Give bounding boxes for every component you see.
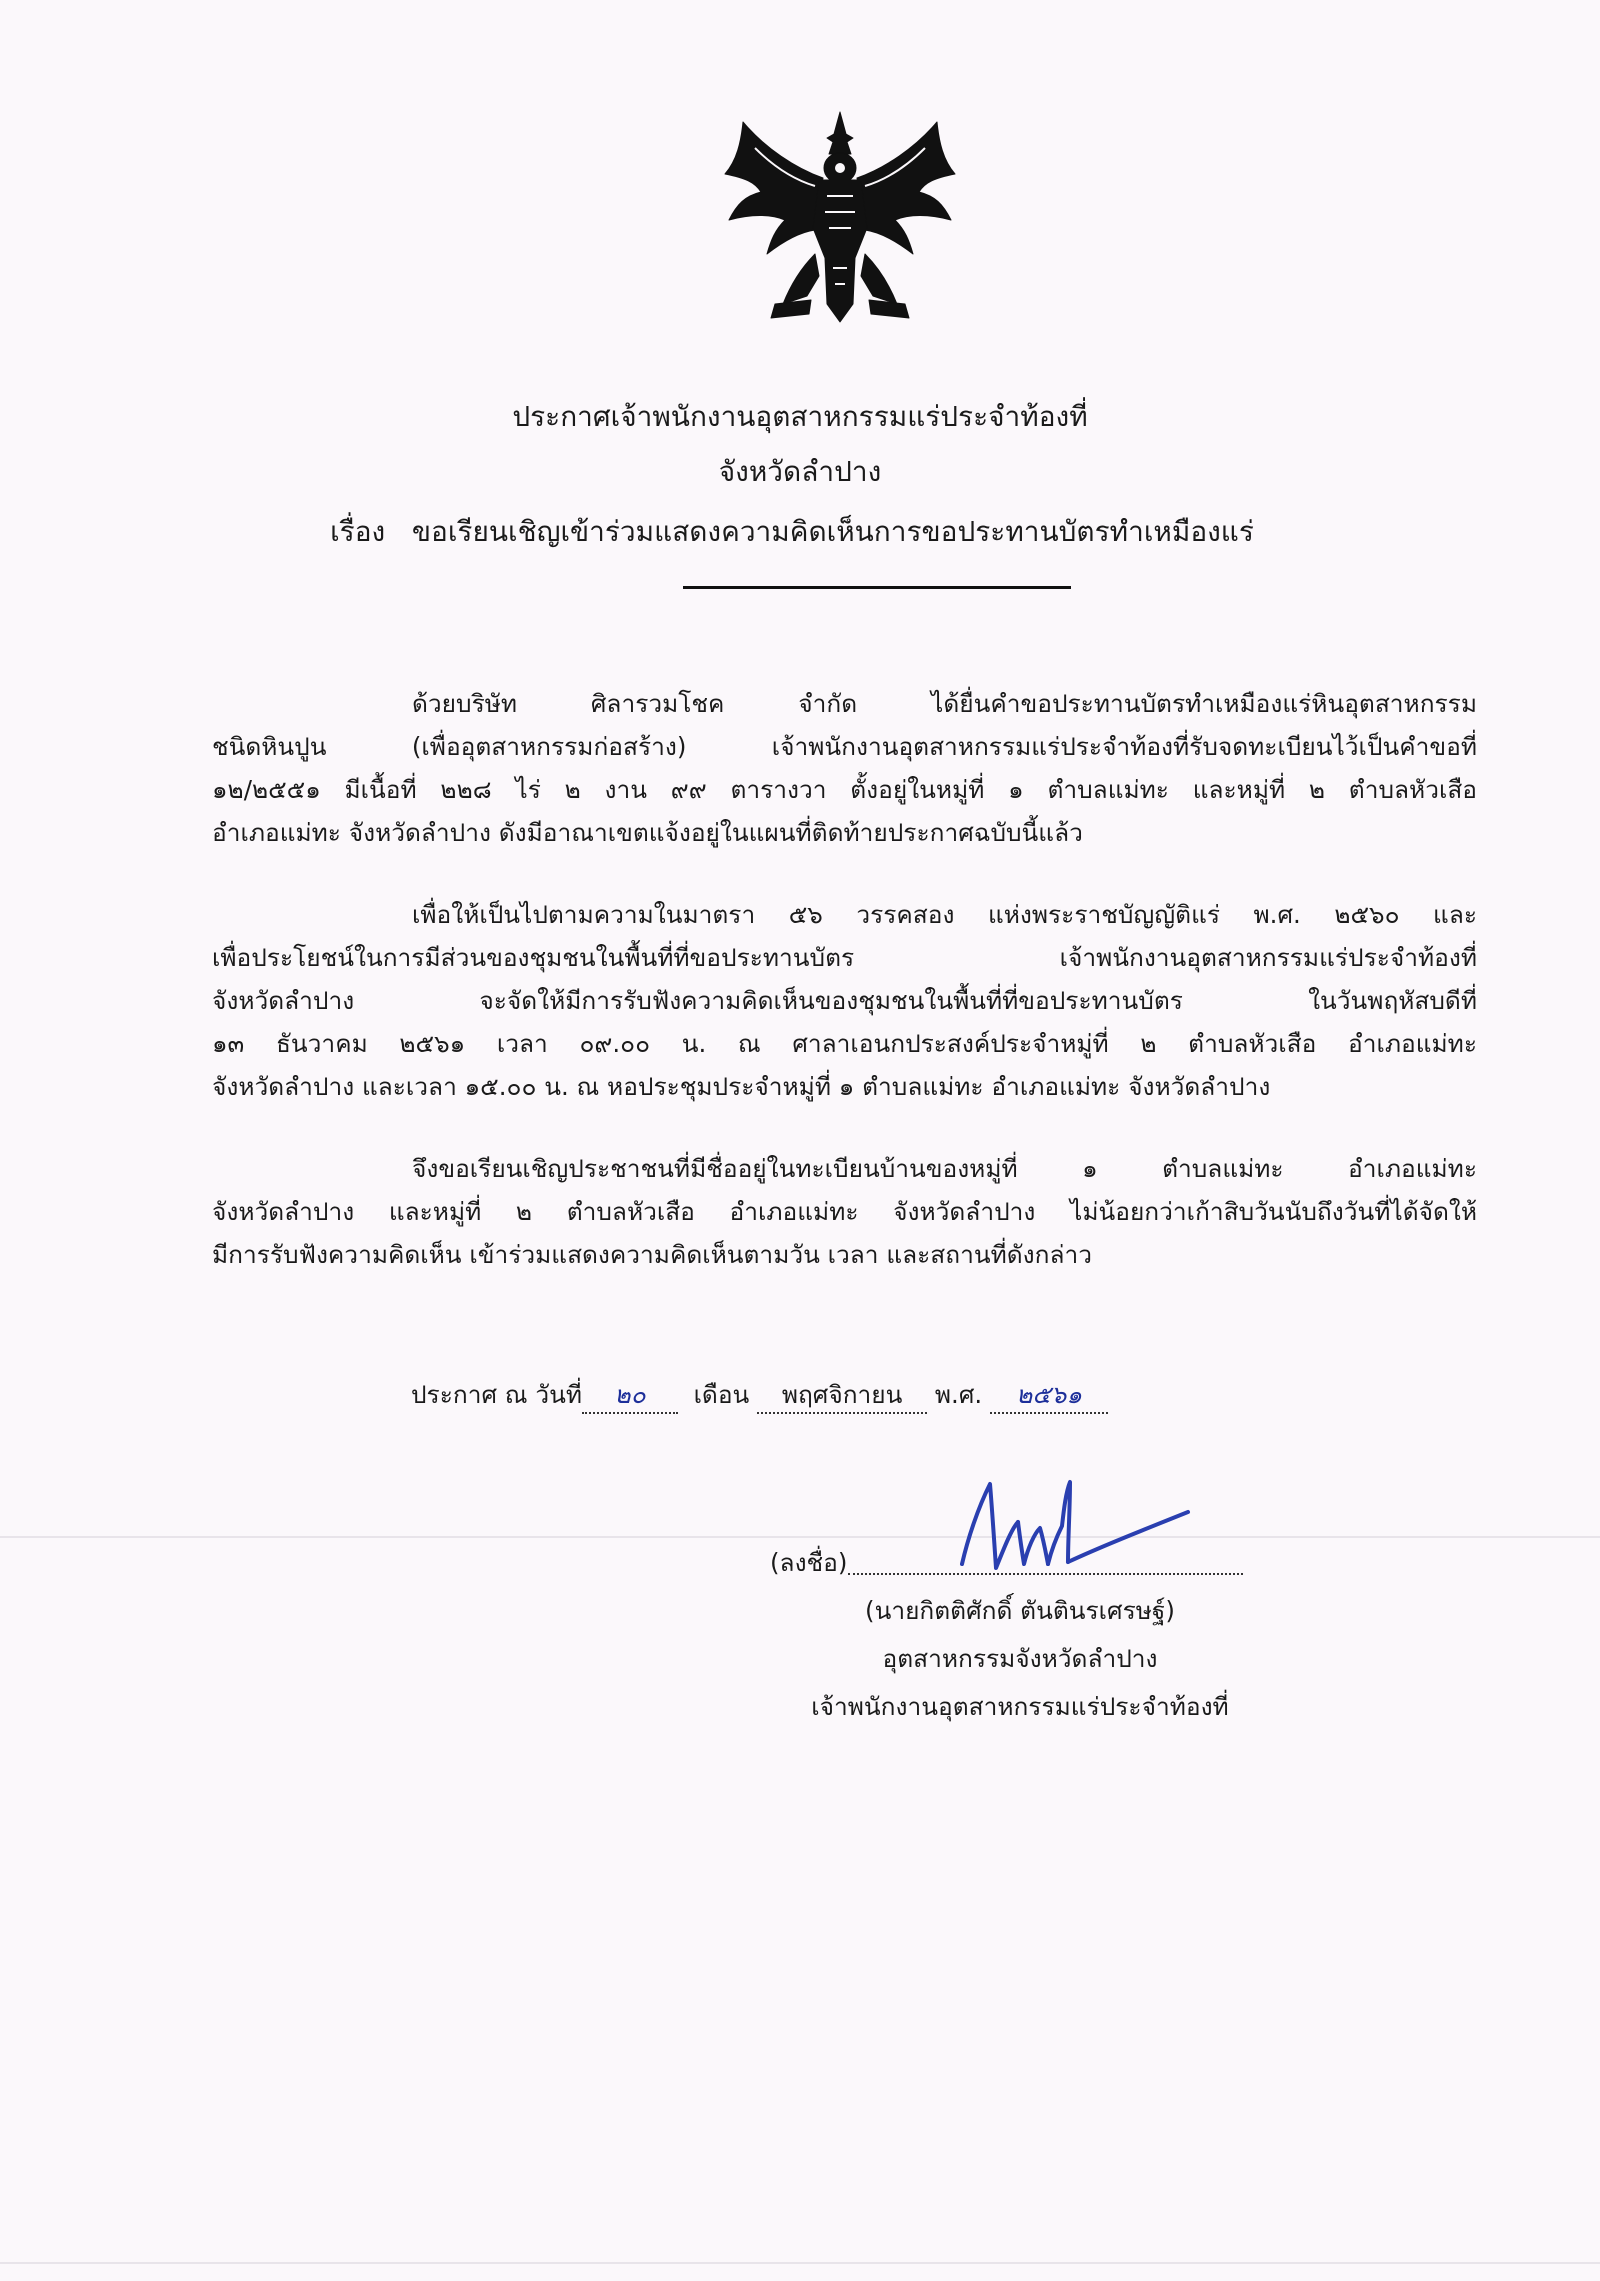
paper-fold-line	[0, 1536, 1600, 1538]
paragraph-line: อำเภอแม่ทะ จังหวัดลำปาง ดังมีอาณาเขตแจ้งอยู่ในแผนที่ติดท้ายประกาศฉบับนี้แล้ว	[212, 818, 1083, 847]
paragraph-line: ชนิดหินปูน (เพื่ออุตสาหกรรมก่อสร้าง) เจ้าพนักงานอุตสาหกรรมแร่ประจำท้องที่รับจดทะเบียนไว้เป็นคำขอที่	[212, 732, 1477, 761]
sign-label: (ลงชื่อ)	[770, 1548, 848, 1577]
paragraph-3	[212, 1147, 1477, 1276]
date-month: พฤศจิกายน	[757, 1378, 927, 1414]
subject-text: ขอเรียนเชิญเข้าร่วมแสดงความคิดเห็นการขอประทานบัตรทำเหมืองแร่	[411, 515, 1254, 548]
paragraph-line: มีการรับฟังความคิดเห็น เข้าร่วมแสดงความคิดเห็นตามวัน เวลา และสถานที่ดังกล่าว	[212, 1240, 1092, 1269]
date-year: ๒๕๖๑	[990, 1378, 1108, 1414]
handwritten-signature	[948, 1468, 1198, 1578]
paragraph-1	[212, 682, 1477, 854]
paper-fold-line	[0, 2262, 1600, 2264]
signatory-position: อุตสาหกรรมจังหวัดลำปาง	[882, 1644, 1158, 1673]
subject-line	[0, 512, 1592, 552]
paragraph-2	[212, 893, 1477, 1108]
announcement-title: ประกาศเจ้าพนักงานอุตสาหกรรมแร่ประจำท้องที่	[512, 400, 1088, 433]
paragraph-line: จังหวัดลำปาง จะจัดให้มีการรับฟังความคิดเห็นของชุมชนในพื้นที่ที่ขอประทานบัตร ในวันพฤหัสบดีที่	[212, 986, 1477, 1015]
paragraph-line: เพื่อให้เป็นไปตามความในมาตรา ๕๖ วรรคสอง แห่งพระราชบัญญัติแร่ พ.ศ. ๒๕๖๐ และ	[412, 900, 1477, 929]
paragraph-line: ๑๓ ธันวาคม ๒๕๖๑ เวลา ๐๙.๐๐ น. ณ ศาลาเอนกประสงค์ประจำหมู่ที่ ๒ ตำบลหัวเสือ อำเภอแม่ทะ	[212, 1029, 1477, 1058]
paragraph-line: จึงขอเรียนเชิญประชาชนที่มีชื่ออยู่ในทะเบียนบ้านของหมู่ที่ ๑ ตำบลแม่ทะ อำเภอแม่ทะ	[412, 1154, 1477, 1183]
year-label: พ.ศ.	[934, 1380, 983, 1409]
paragraph-line: จังหวัดลำปาง และหมู่ที่ ๒ ตำบลหัวเสือ อำเภอแม่ทะ จังหวัดลำปาง ไม่น้อยกว่าเก้าสิบวันนับถึงวันที่ได้จัดให้	[212, 1197, 1477, 1226]
paragraph-line: เพื่อประโยชน์ในการมีส่วนของชุมชนในพื้นที่ที่ขอประทานบัตร เจ้าพนักงานอุตสาหกรรมแร่ประจำท้องที่	[212, 943, 1477, 972]
date-day: ๒๐	[582, 1378, 678, 1414]
paragraph-line: ๑๒/๒๕๕๑ มีเนื้อที่ ๒๒๘ ไร่ ๒ งาน ๙๙ ตารางวา ตั้งอยู่ในหมู่ที่ ๑ ตำบลแม่ทะ และหมู่ที่ ๒ ตำบลหัวเสือ	[212, 775, 1477, 804]
paragraph-line: จังหวัดลำปาง และเวลา ๑๕.๐๐ น. ณ หอประชุมประจำหมู่ที่ ๑ ตำบลแม่ทะ อำเภอแม่ทะ จังหวัดลำปาง	[212, 1072, 1271, 1101]
announcement-date-line	[411, 1375, 1108, 1415]
paragraph-line: ด้วยบริษัท ศิลารวมโชค จำกัด ได้ยื่นคำขอประทานบัตรทำเหมืองแร่หินอุตสาหกรรม	[412, 689, 1477, 718]
title-underline	[683, 586, 1071, 589]
subject-label: เรื่อง	[330, 515, 386, 548]
province-title: จังหวัดลำปาง	[718, 455, 882, 488]
signatory-title: เจ้าพนักงานอุตสาหกรรมแร่ประจำท้องที่	[811, 1692, 1229, 1721]
signatory-name: (นายกิตติศักดิ์ ตันตินรเศรษฐ์)	[865, 1596, 1175, 1625]
date-prefix: ประกาศ ณ วันที่	[411, 1380, 582, 1409]
month-label: เดือน	[693, 1380, 750, 1409]
garuda-emblem	[715, 108, 965, 336]
